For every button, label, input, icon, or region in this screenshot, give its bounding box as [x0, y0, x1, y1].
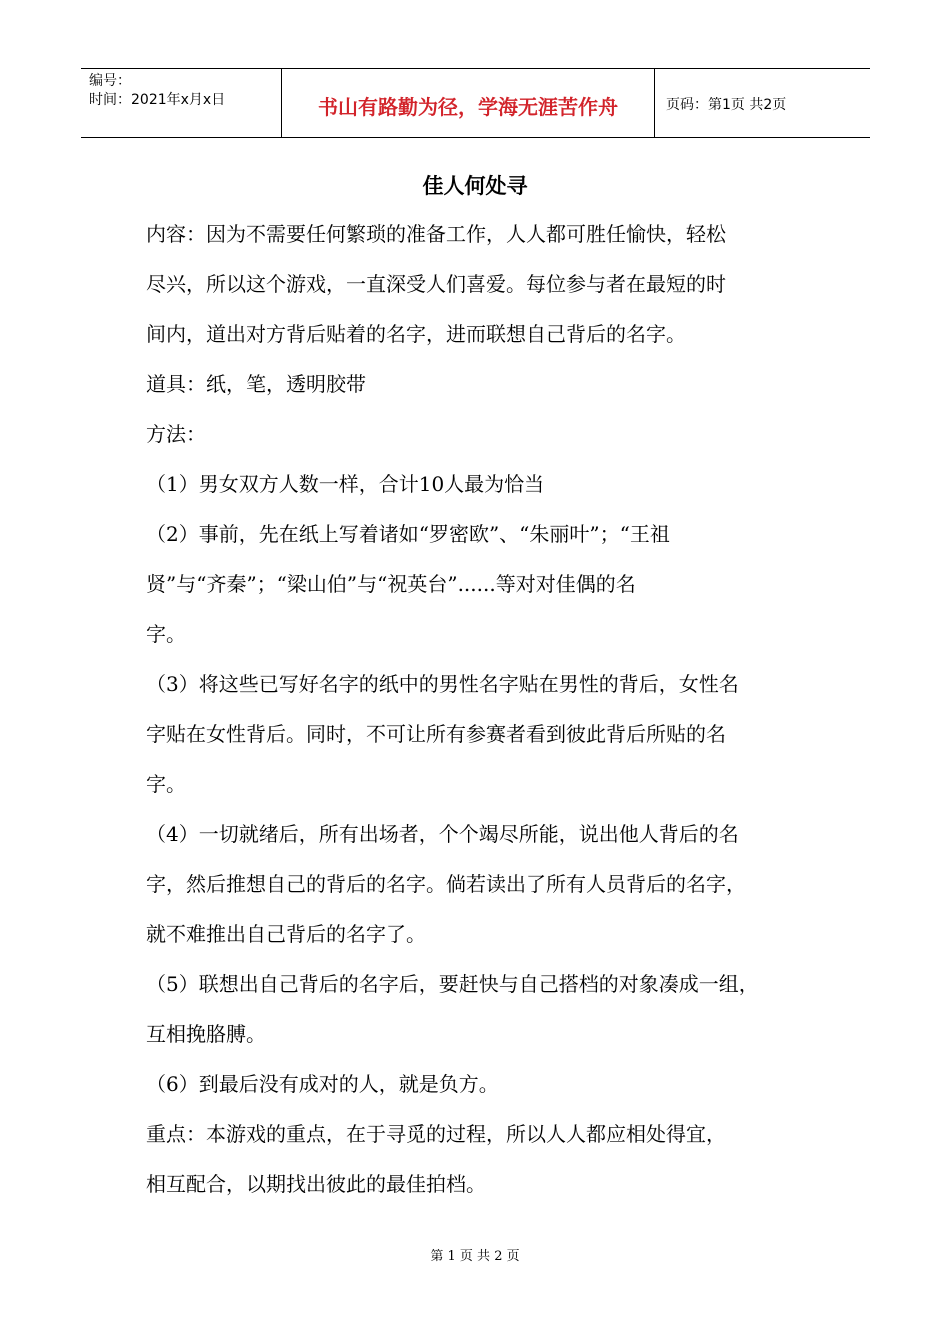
- body-line: （3）将这些已写好名字的纸中的男性名字贴在男性的背后，女性名: [146, 672, 739, 696]
- body-line: 道具：纸，笔，透明胶带: [146, 372, 366, 396]
- header-left-cell: [81, 69, 282, 137]
- time-label: 时间：2021年x月x日: [89, 92, 226, 108]
- body-line: （4）一切就绪后，所有出场者，个个竭尽所能，说出他人背后的名: [146, 822, 739, 846]
- body-line: 互相挽胳膊。: [146, 1022, 266, 1046]
- body-line: （1）男女双方人数一样，合计10人最为恰当: [146, 472, 545, 496]
- body-line: 尽兴，所以这个游戏，一直深受人们喜爱。每位参与者在最短的时: [146, 272, 726, 296]
- header-page-info: 页码：第1页 共2页: [666, 97, 787, 113]
- body-line: 重点：本游戏的重点，在于寻觅的过程，所以人人都应相处得宜，: [146, 1122, 726, 1146]
- body-line: 字。: [146, 622, 186, 646]
- body-line: （2）事前，先在纸上写着诸如“罗密欧”、“朱丽叶”；“王祖: [146, 522, 670, 546]
- body-line: 内容：因为不需要任何繁琐的准备工作，人人都可胜任愉快，轻松: [146, 222, 726, 246]
- page-footer: 第 1 页 共 2 页: [430, 1249, 520, 1264]
- number-label: 编号：: [89, 73, 131, 89]
- document-title: 佳人何处寻: [422, 174, 528, 198]
- body-line: 就不难推出自己背后的名字了。: [146, 922, 426, 946]
- header-motto: 书山有路勤为径，学海无涯苦作舟: [282, 69, 655, 137]
- body-line: 方法：: [146, 422, 206, 446]
- header-table: [81, 68, 870, 138]
- body-line: 字贴在女性背后。同时，不可让所有参赛者看到彼此背后所贴的名: [146, 722, 726, 746]
- body-line: （5）联想出自己背后的名字后，要赶快与自己搭档的对象凑成一组，: [146, 972, 759, 996]
- body-line: 贤”与“齐秦”；“梁山伯”与“祝英台”......等对对佳偶的名: [146, 572, 636, 596]
- body-line: 相互配合，以期找出彼此的最佳拍档。: [146, 1172, 486, 1196]
- body-line: 间内，道出对方背后贴着的名字，进而联想自己背后的名字。: [146, 322, 686, 346]
- body-line: （6）到最后没有成对的人，就是负方。: [146, 1072, 499, 1096]
- body-line: 字，然后推想自己的背后的名字。倘若读出了所有人员背后的名字，: [146, 872, 746, 896]
- body-line: 字。: [146, 772, 186, 796]
